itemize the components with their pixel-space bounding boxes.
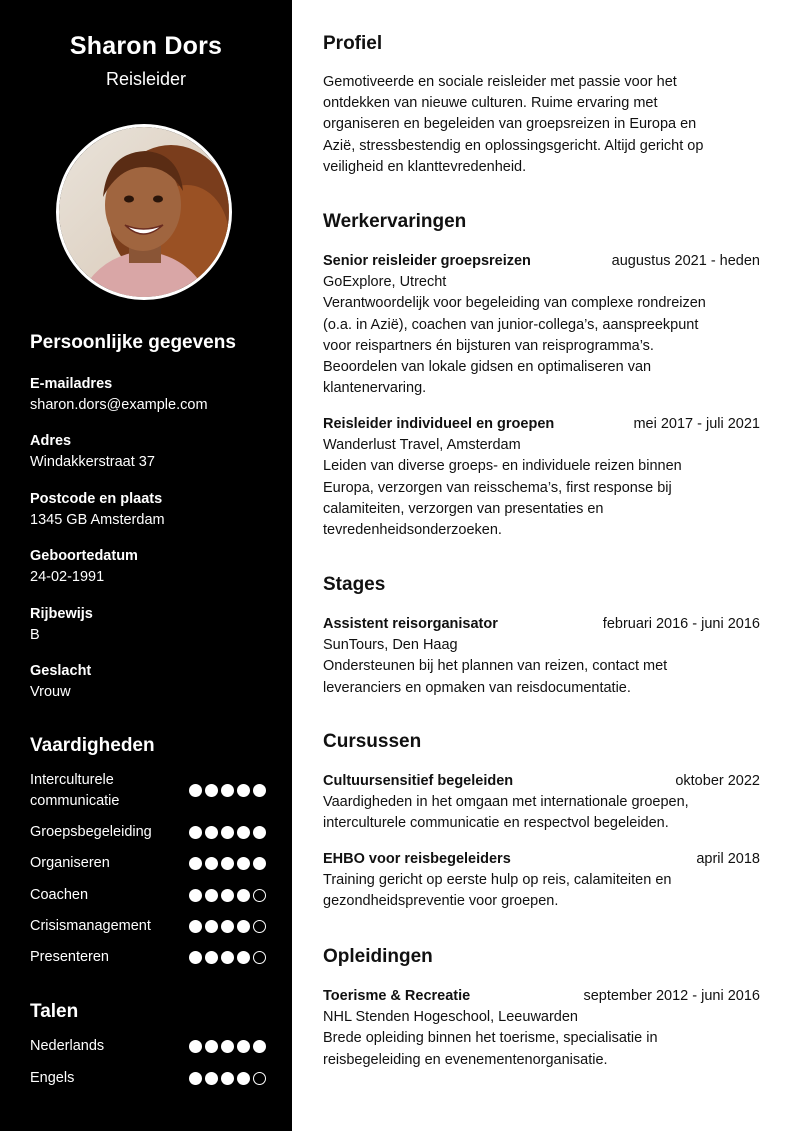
rating-dot-filled xyxy=(189,1072,202,1085)
field-email xyxy=(30,374,270,416)
skill-rating xyxy=(189,826,266,839)
text-line: Vaardigheden in het omgaan met internationale groepen, xyxy=(323,794,689,811)
text-line: interculturele communicatie en respectvol begeleiden. xyxy=(323,815,669,832)
profile-photo xyxy=(56,124,232,300)
rating-dot-filled xyxy=(189,920,202,933)
text-line: tevredenheidsonderzoeken. xyxy=(323,522,502,539)
rating-dot-filled xyxy=(253,857,266,870)
rating-dot-filled xyxy=(253,826,266,839)
sidebar xyxy=(0,0,292,1131)
rating-dot-empty xyxy=(253,951,266,964)
rating-dot-filled xyxy=(221,1072,234,1085)
rating-dot-filled xyxy=(205,784,218,797)
entry-date: oktober 2022 xyxy=(675,773,760,789)
person-role: Reisleider xyxy=(105,69,187,89)
education-heading: Opleidingen xyxy=(323,946,433,967)
rating-dot-filled xyxy=(221,826,234,839)
field-value: B xyxy=(30,627,40,643)
skill-rating xyxy=(189,857,266,870)
entry-date: februari 2016 - juni 2016 xyxy=(602,616,760,632)
profile-heading: Profiel xyxy=(323,33,383,54)
field-birthdate xyxy=(30,546,270,588)
text-line: Training gericht op eerste hulp op reis, calamiteiten en xyxy=(323,872,672,889)
language-label: Engels xyxy=(30,1070,75,1086)
text-line: Beoordelen van lokale gidsen en optimaliseren van xyxy=(323,359,652,376)
field-label: Geslacht xyxy=(30,663,92,679)
text-line: Azië, stressbestendig en oplossingsgericht. Altijd gericht op xyxy=(323,137,704,154)
experience-entry xyxy=(323,251,760,399)
profile-text xyxy=(323,72,760,178)
skill-label: Crisismanagement xyxy=(30,918,151,934)
field-value: Vrouw xyxy=(30,684,71,700)
rating-dot-empty xyxy=(253,1072,266,1085)
skill-label: Coachen xyxy=(30,887,89,903)
text-line: organiseren en begeleiden van groepsreizen in Europa en xyxy=(323,116,697,133)
experience-entry xyxy=(323,414,760,541)
rating-dot-filled xyxy=(237,951,250,964)
rating-dot-filled xyxy=(205,920,218,933)
rating-dot-filled xyxy=(189,826,202,839)
rating-dot-filled xyxy=(237,826,250,839)
course-entry xyxy=(323,849,760,913)
entry-org: Wanderlust Travel, Amsterdam xyxy=(323,437,521,454)
field-value: 24-02-1991 xyxy=(30,569,105,585)
text-line: Ondersteunen bij het plannen van reizen, contact met xyxy=(323,658,668,675)
skill-row xyxy=(30,770,266,812)
text-line: Brede opleiding binnen het toerisme, specialisatie in xyxy=(323,1030,658,1047)
profile-photo-image xyxy=(59,127,229,297)
rating-dot-filled xyxy=(221,951,234,964)
skill-rating xyxy=(189,951,266,964)
field-label: Geboortedatum xyxy=(30,548,138,564)
rating-dot-filled xyxy=(221,1040,234,1053)
rating-dot-filled xyxy=(237,857,250,870)
rating-dot-filled xyxy=(205,857,218,870)
rating-dot-filled xyxy=(205,951,218,964)
entry-title: EHBO voor reisbegeleiders xyxy=(323,851,511,867)
rating-dot-filled xyxy=(221,920,234,933)
text-line: (o.a. in Azië), coachen van junior-collega’s, aanspreekpunt xyxy=(323,316,699,333)
rating-dot-filled xyxy=(189,857,202,870)
rating-dot-filled xyxy=(237,1040,250,1053)
rating-dot-filled xyxy=(205,1040,218,1053)
entry-date: april 2018 xyxy=(696,851,760,867)
text-line: gezondheidspreventie voor groepen. xyxy=(323,893,559,910)
language-rating xyxy=(189,1040,266,1053)
entry-org: GoExplore, Utrecht xyxy=(323,274,447,291)
language-rating xyxy=(189,1072,266,1085)
skills-heading: Vaardigheden xyxy=(30,735,155,756)
text-line: Europa, verzorgen van reisschema’s, first response bij xyxy=(323,479,672,496)
languages-heading: Talen xyxy=(30,1001,79,1022)
field-gender xyxy=(30,661,270,703)
entry-date: mei 2017 - juli 2021 xyxy=(633,416,760,432)
skill-rating xyxy=(189,920,266,933)
field-label: Postcode en plaats xyxy=(30,491,163,507)
experience-heading: Werkervaringen xyxy=(323,211,467,232)
person-name: Sharon Dors xyxy=(69,32,223,60)
skill-label: communicatie xyxy=(30,793,120,809)
rating-dot-filled xyxy=(189,889,202,902)
text-line: klantenervaring. xyxy=(323,380,427,397)
text-line: reisbegeleiding en evenementenorganisatie. xyxy=(323,1051,608,1068)
rating-dot-filled xyxy=(189,1040,202,1053)
skill-label: Groepsbegeleiding xyxy=(30,824,152,840)
entry-title: Reisleider individueel en groepen xyxy=(323,416,555,432)
skill-rating xyxy=(189,889,266,902)
rating-dot-filled xyxy=(205,889,218,902)
entry-title: Senior reisleider groepsreizen xyxy=(323,253,531,269)
field-address xyxy=(30,431,270,473)
text-line: Leiden van diverse groeps- en individuele reizen binnen xyxy=(323,458,682,475)
rating-dot-filled xyxy=(205,1072,218,1085)
entry-org: NHL Stenden Hogeschool, Leeuwarden xyxy=(323,1009,578,1026)
text-line: veiligheid en klanttevredenheid. xyxy=(323,158,527,175)
text-line: ontdekken van nieuwe culturen. Ruime ervaring met xyxy=(323,95,658,112)
courses-heading: Cursussen xyxy=(323,731,422,752)
rating-dot-filled xyxy=(221,784,234,797)
entry-title: Assistent reisorganisator xyxy=(323,616,498,632)
rating-dot-empty xyxy=(253,920,266,933)
rating-dot-filled xyxy=(189,784,202,797)
rating-dot-filled xyxy=(237,920,250,933)
entry-title: Cultuursensitief begeleiden xyxy=(323,773,514,789)
language-label: Nederlands xyxy=(30,1038,105,1054)
field-value: 1345 GB Amsterdam xyxy=(30,512,165,528)
skill-label: Organiseren xyxy=(30,855,110,871)
personal-details-heading: Persoonlijke gegevens xyxy=(30,332,236,353)
field-label: Rijbewijs xyxy=(30,606,93,622)
rating-dot-filled xyxy=(237,889,250,902)
field-label: Adres xyxy=(30,433,72,449)
rating-dot-filled xyxy=(221,889,234,902)
text-line: leveranciers en opmaken van reisdocumentatie. xyxy=(323,679,631,696)
text-line: calamiteiten, verzorgen van presentaties en xyxy=(323,500,604,517)
text-line: Verantwoordelijk voor begeleiding van complexe rondreizen xyxy=(323,295,706,312)
entry-org: SunTours, Den Haag xyxy=(323,637,458,654)
entry-date: september 2012 - juni 2016 xyxy=(583,988,760,1004)
text-line: Gemotiveerde en sociale reisleider met passie voor het xyxy=(323,74,677,90)
rating-dot-filled xyxy=(253,1040,266,1053)
rating-dot-filled xyxy=(189,951,202,964)
rating-dot-filled xyxy=(237,1072,250,1085)
skill-rating xyxy=(189,784,266,797)
rating-dot-filled xyxy=(221,857,234,870)
field-label: E-mailadres xyxy=(30,376,113,392)
entry-date: augustus 2021 - heden xyxy=(611,253,760,269)
education-entry xyxy=(323,986,760,1071)
entry-title: Toerisme & Recreatie xyxy=(323,988,471,1004)
internship-entry xyxy=(323,614,760,699)
rating-dot-filled xyxy=(253,784,266,797)
text-line: voor reispartners én bijsturen van reisprogramma’s. xyxy=(323,337,654,354)
field-value: Windakkerstraat 37 xyxy=(30,454,155,470)
rating-dot-filled xyxy=(237,784,250,797)
field-license xyxy=(30,604,270,646)
course-entry xyxy=(323,771,760,835)
skill-label: Interculturele xyxy=(30,772,114,788)
rating-dot-filled xyxy=(205,826,218,839)
rating-dot-empty xyxy=(253,889,266,902)
field-value: sharon.dors@example.com xyxy=(30,397,208,413)
internships-heading: Stages xyxy=(323,574,386,595)
skill-label: Presenteren xyxy=(30,949,109,965)
field-postcode xyxy=(30,489,270,531)
